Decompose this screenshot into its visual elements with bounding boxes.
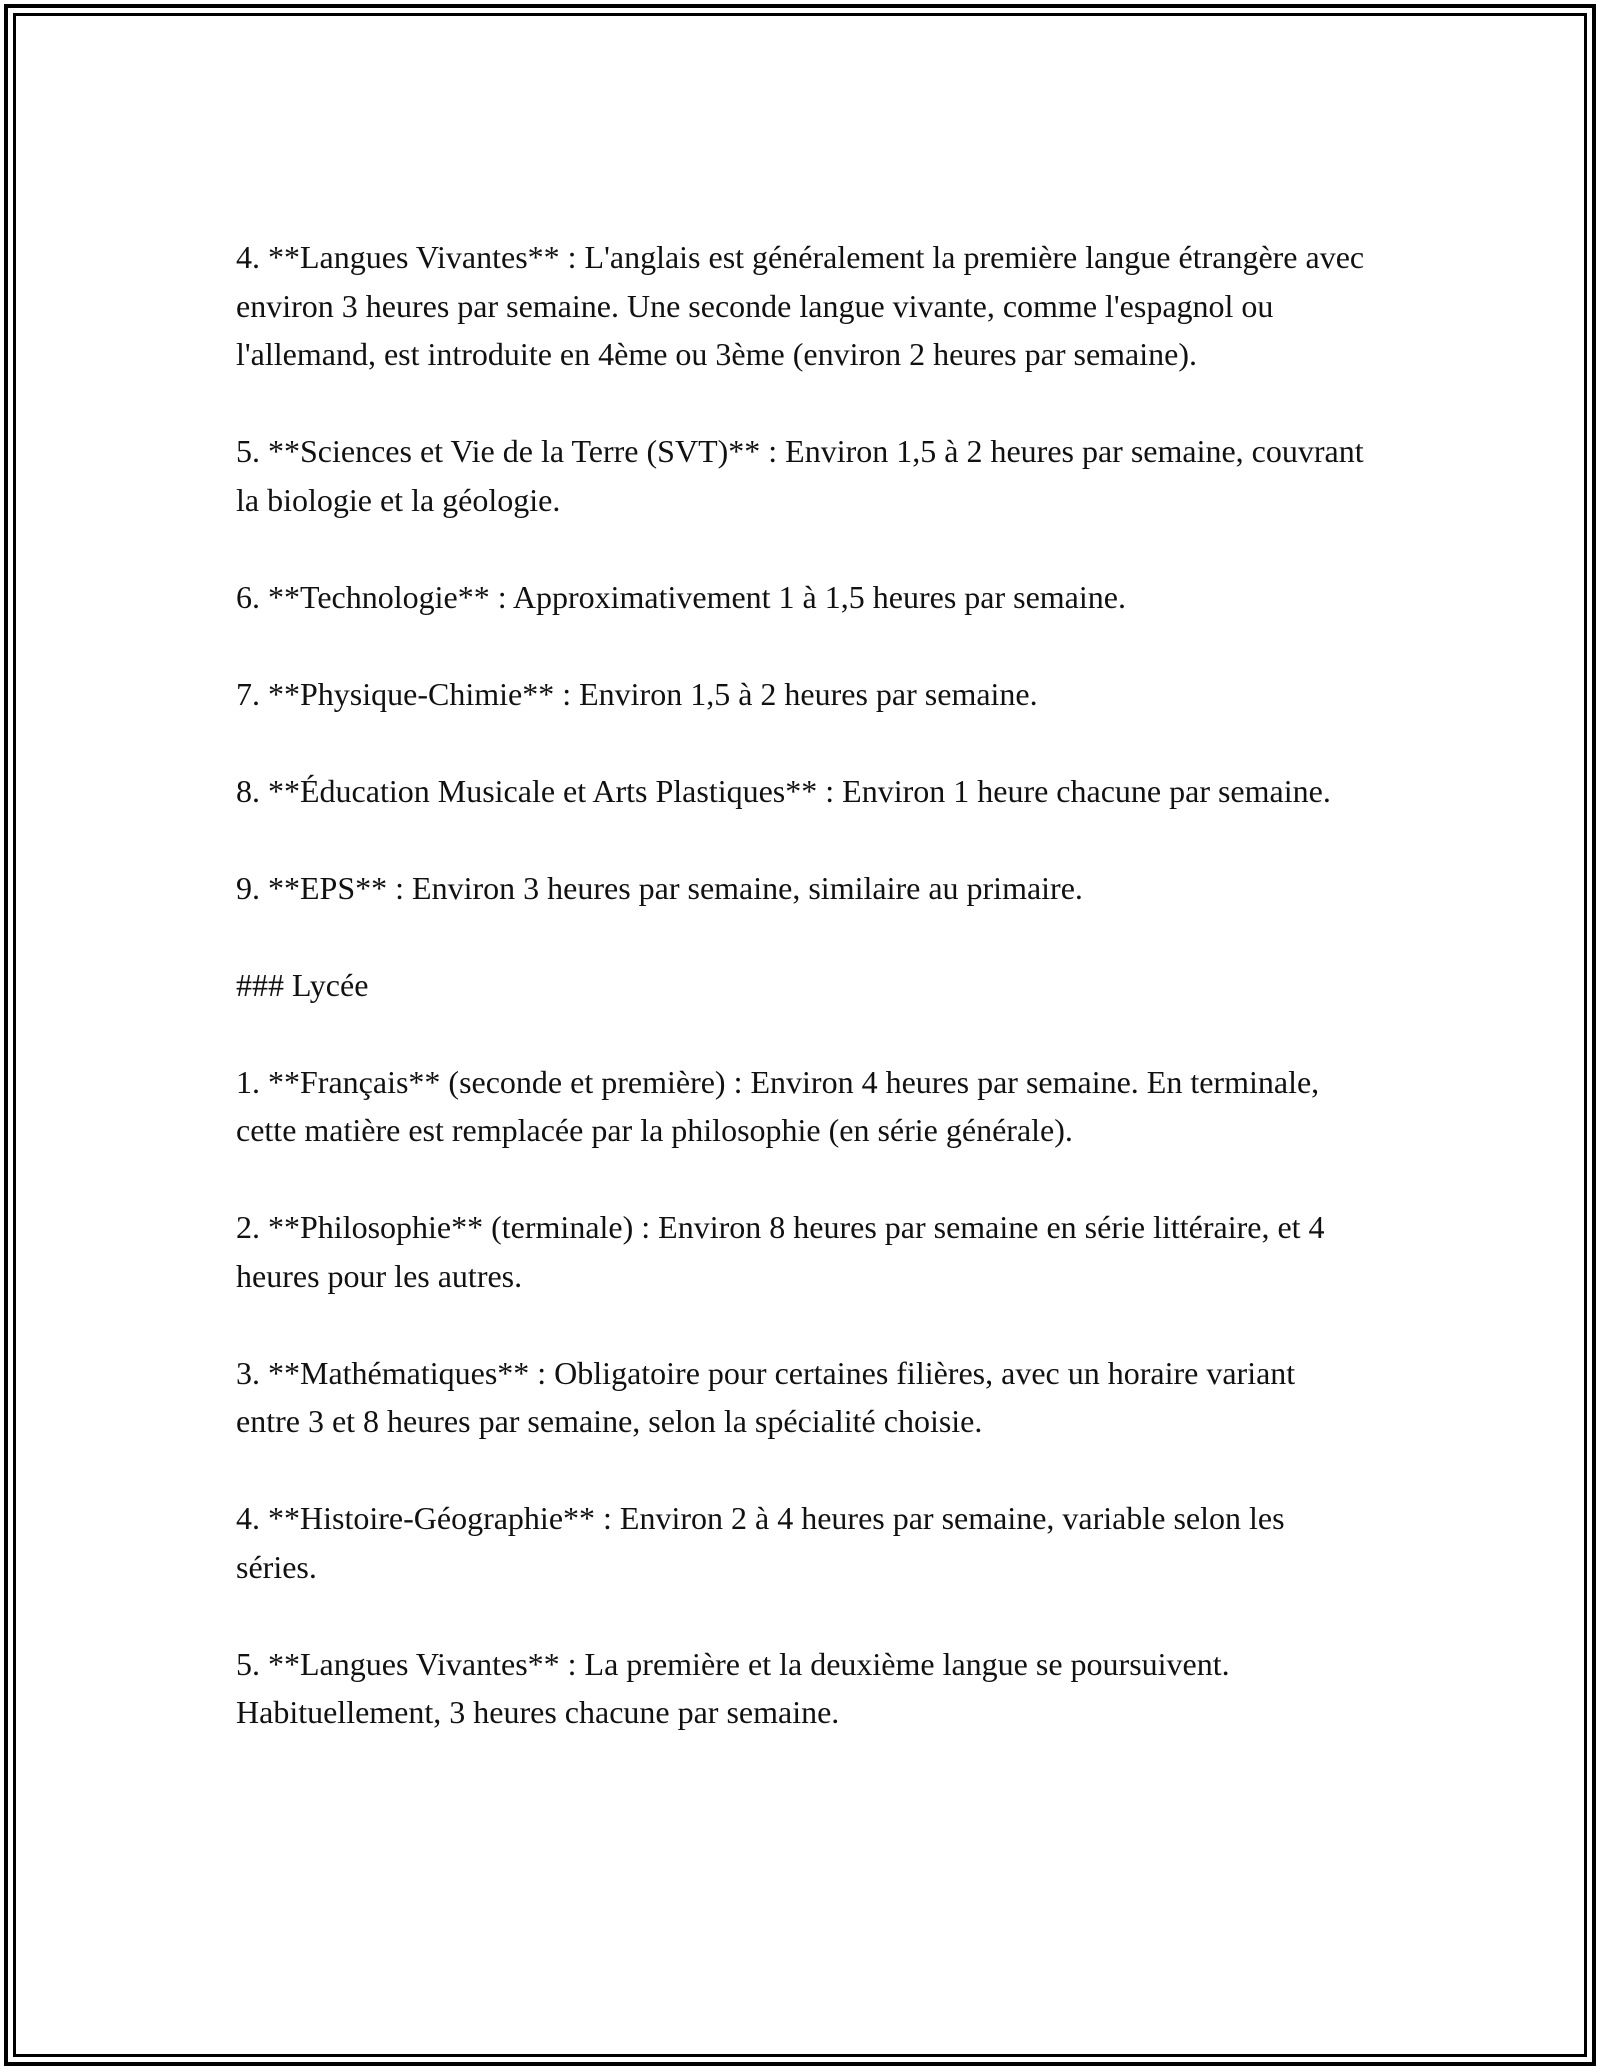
paragraph-college-technologie: 6. **Technologie** : Approximativement 1 à 1,5 heures par semaine. bbox=[236, 578, 1126, 615]
paragraph-college-eps: 9. **EPS** : Environ 3 heures par semaine, similaire au primaire. bbox=[236, 869, 1083, 906]
paragraph-lycee-histoire-geographie: 4. **Histoire-Géographie** : Environ 2 à 4 heures par semaine, variable selon les séries. bbox=[236, 1500, 1285, 1585]
paragraph-lycee-langues-vivantes: 5. **Langues Vivantes** : La première et la deuxième langue se poursuivent. Habituellement, 3 heures chacune par semaine. bbox=[236, 1645, 1230, 1730]
paragraph-lycee-philosophie: 2. **Philosophie** (terminale) : Environ 8 heures par semaine en série littéraire, et 4 heures pour les autres. bbox=[236, 1209, 1325, 1294]
document-body bbox=[236, 233, 1366, 1785]
paragraph-college-physique-chimie: 7. **Physique-Chimie** : Environ 1,5 à 2 heures par semaine. bbox=[236, 675, 1038, 712]
paragraph-lycee-mathematiques: 3. **Mathématiques** : Obligatoire pour certaines filières, avec un horaire variant entre 3 et 8 heures par semaine, selon la spécialité choisie. bbox=[236, 1354, 1296, 1439]
paragraph-lycee-francais: 1. **Français** (seconde et première) : Environ 4 heures par semaine. En terminale, cette matière est remplacée par la philosophie (en série générale). bbox=[236, 1063, 1320, 1148]
section-heading-lycee: ### Lycée bbox=[236, 966, 369, 1003]
paragraph-college-svt: 5. **Sciences et Vie de la Terre (SVT)** : Environ 1,5 à 2 heures par semaine, couvrant la biologie et la géologie. bbox=[236, 433, 1364, 518]
paragraph-college-langues-vivantes: 4. **Langues Vivantes** : L'anglais est généralement la première langue étrangère avec environ 3 heures par semaine. Une seconde langue vivante, comme l'espagnol ou l'allemand, est introduite en 4ème ou 3ème (environ 2 heures par semaine). bbox=[236, 239, 1365, 372]
paragraph-college-education-musicale-arts: 8. **Éducation Musicale et Arts Plastiques** : Environ 1 heure chacune par semaine. bbox=[236, 772, 1331, 809]
